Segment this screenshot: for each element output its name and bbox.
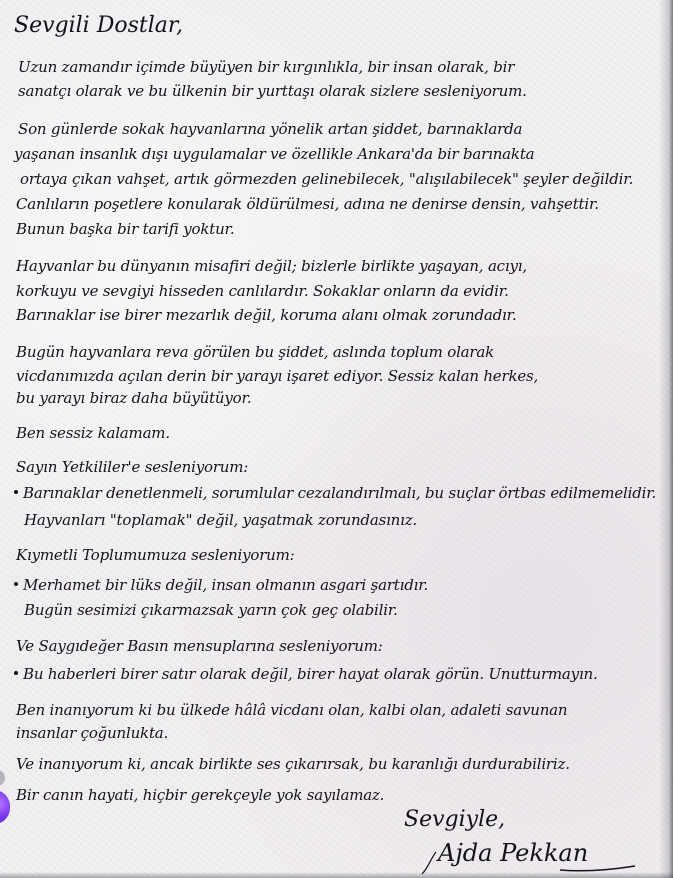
- bullet-dot: [14, 490, 18, 494]
- letter-line: korkuyu ve sevgiyi hisseden canlılardır. Sokaklar onların da evidir.: [16, 282, 509, 300]
- letter-line: Barınaklar ise birer mezarlık değil, koruma alanı olmak zorundadır.: [16, 306, 517, 324]
- page-edge-shadow: [659, 0, 673, 878]
- letter-line: yaşanan insanlık dışı uygulamalar ve özellikle Ankara'da bir barınakta: [14, 145, 535, 163]
- letter-line: sanatçı olarak ve bu ülkenin bir yurttaşı olarak sizlere sesleniyorum.: [18, 82, 527, 100]
- letter-line: Bugün hayvanlara reva görülen bu şiddet, aslında toplum olarak: [16, 343, 495, 361]
- page-bottom-shadow: [0, 872, 673, 878]
- letter-line: bu yarayı biraz daha büyütüyor.: [16, 389, 252, 407]
- letter-line: Hayvanlar bu dünyanın misafiri değil; bizlerle birlikte yaşayan, acıyı,: [16, 257, 527, 275]
- bullet-dot: [14, 671, 18, 675]
- letter-line: Bunun başka bir tarifi yoktur.: [16, 220, 235, 238]
- letter-line: ortaya çıkan vahşet, artık görmezden gelinebilecek, "alışılabilecek" şeyler değildir.: [20, 170, 634, 188]
- letter-line: Ve inanıyorum ki, ancak birlikte ses çıkarırsak, bu karanlığı durdurabiliriz.: [16, 755, 570, 773]
- letter-line: Ben inanıyorum ki bu ülkede hâlâ vicdanı olan, kalbi olan, adaleti savunan: [16, 701, 568, 719]
- section-heading: Sayın Yetkililer'e sesleniyorum:: [16, 458, 249, 476]
- bullet-item: Bu haberleri birer satır olarak değil, birer hayat olarak görün. Unutturmayın.: [14, 665, 598, 683]
- letter-line: Canlıların poşetlere konularak öldürülmesi, adına ne denirse densin, vahşettir.: [16, 195, 599, 213]
- letter-closing: Sevgiyle,: [404, 807, 506, 832]
- section-heading: Kıymetli Toplumumuza sesleniyorum:: [16, 546, 295, 564]
- letter-line: Son günlerde sokak hayvanlarına yönelik artan şiddet, barınaklarda: [18, 120, 523, 138]
- bullet-item: Merhamet bir lüks değil, insan olmanın asgari şartıdır.: [14, 576, 428, 594]
- letter-line: Hayvanları "toplamak" değil, yaşatmak zorundasınız.: [24, 511, 417, 529]
- letter-signature: Ajda Pekkan: [438, 839, 589, 867]
- letter-line: vicdanımızda açılan derin bir yarayı işaret ediyor. Sessiz kalan herkes,: [16, 367, 539, 385]
- letter-line: Bir canın hayati, hiçbir gerekçeyle yok sayılamaz.: [16, 786, 385, 804]
- bullet-dot: [14, 582, 18, 586]
- section-heading: Ve Saygıdeğer Basın mensuplarına sesleniyorum:: [16, 637, 383, 655]
- bullet-item: Barınaklar denetlenmeli, sorumlular cezalandırılmalı, bu suçlar örtbas edilmemelidir.: [14, 484, 656, 502]
- letter-line: Ben sessiz kalamam.: [16, 424, 170, 442]
- letter-line: insanlar çoğunlukta.: [16, 724, 169, 742]
- letter-line: Uzun zamandır içimde büyüyen bir kırgınlıkla, bir insan olarak, bir: [18, 58, 515, 76]
- letter-greeting: Sevgili Dostlar,: [14, 13, 183, 38]
- letter-line: Bugün sesimizi çıkarmazsak yarın çok geç olabilir.: [24, 601, 398, 619]
